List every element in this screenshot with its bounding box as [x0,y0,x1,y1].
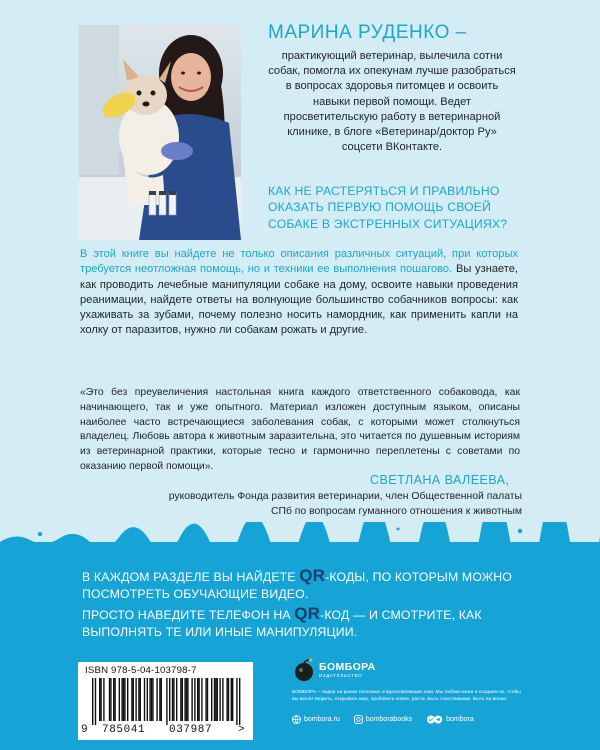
social-instagram-label: bomborabooks [365,716,413,723]
barcode-right-digits: 037987 [169,724,213,736]
qr-info-line-2 [82,606,532,640]
publisher-name: БОМБОРА [319,661,376,673]
description-body: Вы узнаете, как проводить лечебные манипуляции собаке на дому, освоите навыки проведения реанимации, найдете ответы на волнующие большинство собачников вопросы: как ухаживать за зубами, почему полезно носить намордник, как применить капли на холку от паразитов, нужно ли собакам рожать и другие. [80,263,519,337]
qr-info-2-post: -КОД — И СМОТРИТЕ, КАК ВЫПОЛНЯТЬ ТЕ ИЛИ ИНЫЕ МАНИПУЛЯЦИИ. [82,608,482,639]
publisher-socials [292,715,474,724]
qr-info-1-post: -КОДЫ, ПО КОТОРЫМ МОЖНО ПОСМОТРЕТЬ ОБУЧАЮЩИЕ ВИДЕО. [82,570,513,601]
barcode-arrow: > [238,724,245,736]
barcode-icon [92,678,242,725]
qr-info-2-pre: ПРОСТО НАВЕДИТЕ ТЕЛЕФОН НА [82,608,295,622]
publisher-subtitle: ИЗДАТЕЛЬСТВО [319,673,363,678]
isbn-number: ISBN 978-5-04-103798-7 [85,665,197,676]
globe-icon [292,715,301,724]
book-description [80,247,518,339]
social-link-instagram[interactable] [354,715,412,724]
publisher-description: БОМБОРА – лидер на рынке полезных и вдохновляющих книг. Мы любим книги и создаем их, чтобы вы могли творить, открывать мир, пробовать новое, расти. Быть счастливыми. Быть на волне. [292,690,521,703]
social-link-site[interactable] [292,715,340,724]
quote-author: СВЕТЛАНА ВАЛЕЕВА, [370,473,510,487]
quote-author-role: руководитель Фонда развития ветеринарии, член Общественной палаты СПб по вопросам гуманного отношения к животным [168,491,522,517]
social-vk-label: bombora [446,716,474,723]
author-name: МАРИНА РУДЕНКО – [268,22,467,43]
vk-telegram-icon [426,715,443,724]
social-site-label: bombora.ru [304,716,340,723]
instagram-icon [354,715,363,724]
barcode-panel [78,662,253,740]
publisher-logo-icon [292,658,316,682]
qr-info-line-1 [82,568,532,602]
qr-word-2: QR [294,604,321,623]
social-link-vk-telegram[interactable] [426,715,474,724]
barcode-first-digit: 9 [81,724,88,736]
headline-question: КАК НЕ РАСТЕРЯТЬСЯ И ПРАВИЛЬНО ОКАЗАТЬ ПЕРВУЮ ПОМОЩЬ СВОЕЙ СОБАКЕ В ЭКСТРЕННЫХ СИТУАЦИЯХ? [268,184,508,231]
author-photo [79,25,241,240]
barcode-left-digits: 785041 [102,724,146,736]
qr-info-1-pre: В КАЖДОМ РАЗДЕЛЕ ВЫ НАЙДЕТЕ [82,570,300,584]
review-quote: «Это без преувеличения настольная книга каждого ответственного собаковода, как начинающего, так и уже опытного. Материал изложен доступным языком, описаны наиболее часто встречающиеся заболевания собак, с которыми может столкнуться владелец. Любовь автора к животным заразительна, это читается по душевным историям из ветеринарной практики, которые тесно и гармонично переплетены с советами по оказанию первой помощи». [80,387,520,472]
author-bio: практикующий ветеринар, вылечила сотни собак, помогла их опекунам лучше разобраться в вопросах здоровья питомцев и освоить навыки первой помощи. Ведет просветительскую работу в ветеринарной клинике, в блоге «Ветеринар/доктор Ру» соцсети ВКонтакте. [268,50,516,154]
qr-word-1: QR [299,566,326,585]
description-highlight: В этой книге вы найдете не только описания различных ситуаций, при которых требуется неотложная помощь, но и техники ее выполнения пошагово. [80,248,518,276]
